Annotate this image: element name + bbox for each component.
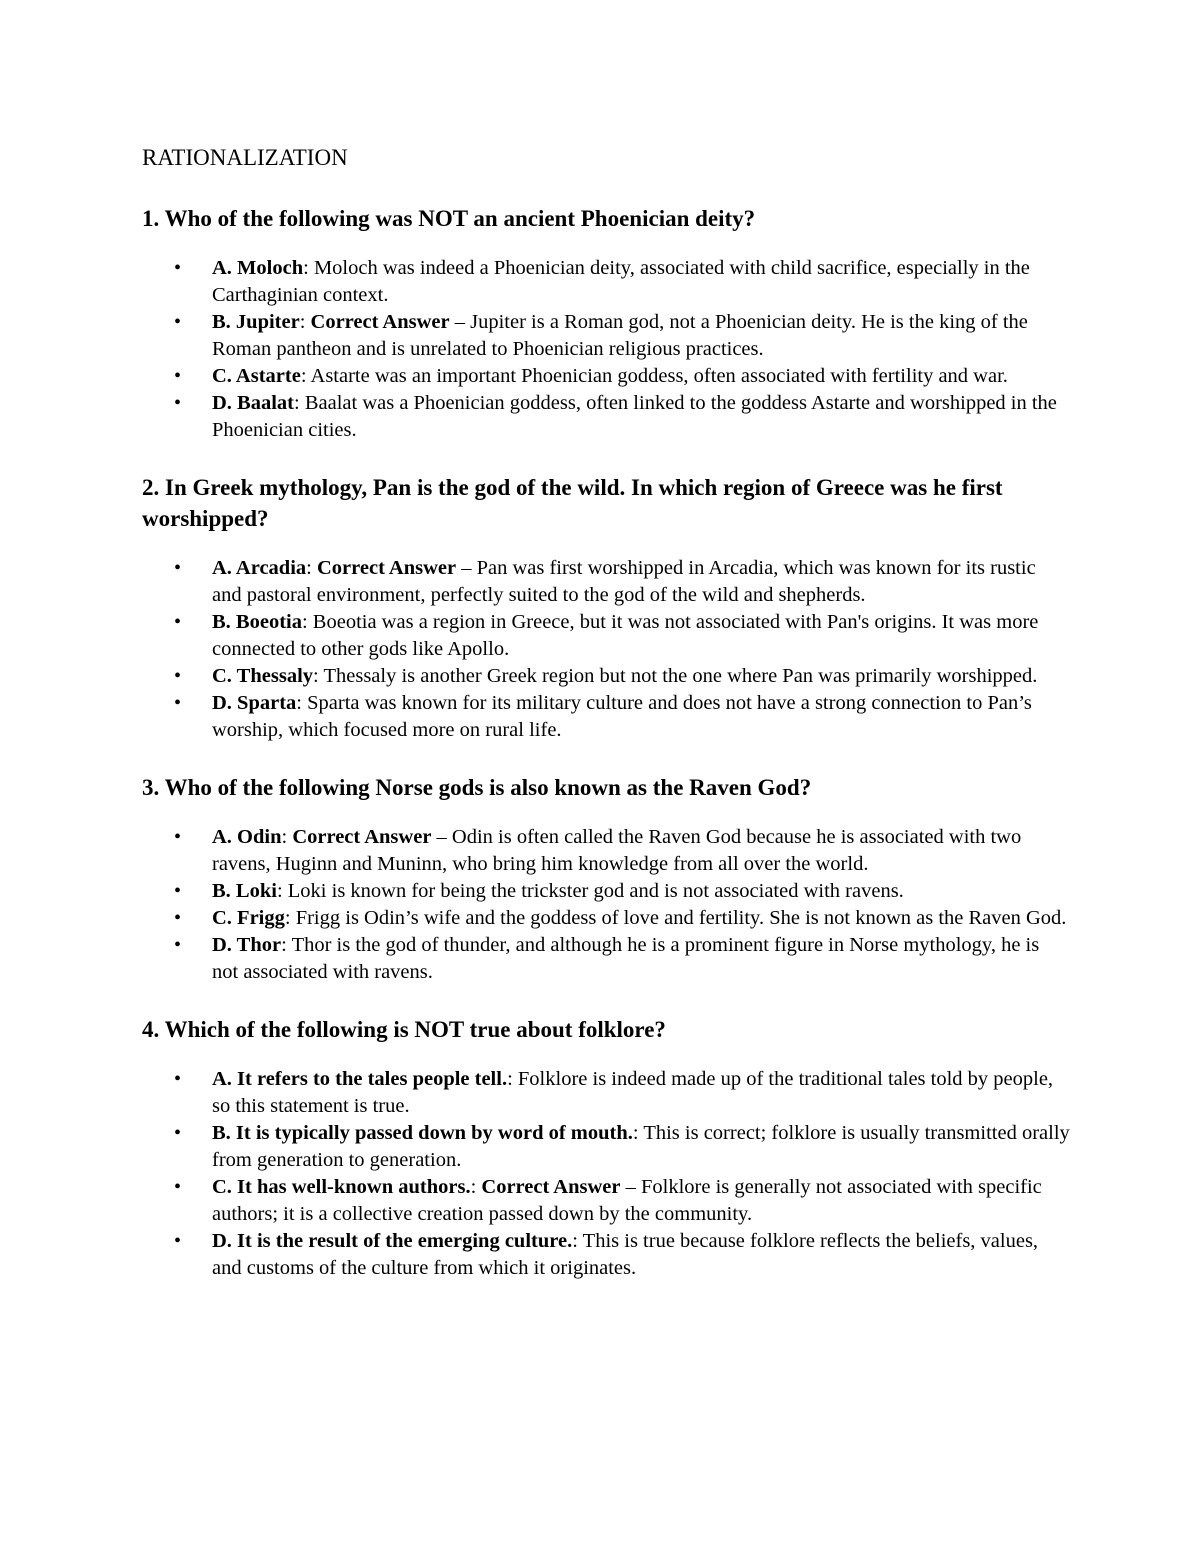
option-separator: : bbox=[470, 1176, 482, 1198]
option-explanation: Sparta was known for its military culture and does not have a strong connection to Pan’s worship, which focused more on rural life. bbox=[212, 692, 1032, 741]
correct-answer-tag: Correct Answer bbox=[292, 826, 432, 848]
option-explanation: Frigg is Odin’s wife and the goddess of love and fertility. She is not known as the Raven God. bbox=[295, 907, 1067, 929]
bullet-icon: • bbox=[174, 365, 182, 387]
option-label: B. Boeotia bbox=[212, 611, 302, 633]
option-explanation: Folklore is indeed made up of the traditional tales told by people, so this statement is true. bbox=[212, 1068, 1054, 1117]
bullet-icon: • bbox=[174, 692, 182, 714]
option-separator: : bbox=[301, 611, 313, 633]
option-d bbox=[174, 932, 1070, 986]
option-separator: : bbox=[303, 257, 314, 279]
bullet-icon: • bbox=[174, 880, 182, 902]
option-separator: : bbox=[313, 665, 324, 687]
options-list bbox=[142, 824, 1070, 986]
option-d bbox=[174, 1228, 1070, 1282]
options-list bbox=[142, 555, 1070, 744]
correct-answer-tag: Correct Answer bbox=[310, 311, 450, 333]
option-separator: : bbox=[281, 826, 293, 848]
option-label: D. Thor bbox=[212, 934, 282, 956]
option-explanation: Thor is the god of thunder, and although he is a prominent figure in Norse mythology, he is not associated with ravens. bbox=[212, 934, 1040, 983]
option-label: B. It is typically passed down by word of mouth. bbox=[212, 1122, 633, 1144]
option-separator: : bbox=[507, 1068, 518, 1090]
options-list bbox=[142, 1066, 1070, 1282]
option-c bbox=[174, 363, 1070, 390]
option-explanation: Boeotia was a region in Greece, but it was not associated with Pan's origins. It was more connected to other gods like Apollo. bbox=[212, 611, 1039, 660]
bullet-icon: • bbox=[174, 392, 182, 414]
bullet-icon: • bbox=[174, 934, 182, 956]
option-separator: : bbox=[296, 692, 308, 714]
option-separator: : bbox=[306, 557, 317, 579]
option-explanation: Folklore is generally not associated with specific authors; it is a collective creation passed down by the community. bbox=[212, 1176, 1042, 1225]
bullet-icon: • bbox=[174, 907, 182, 929]
option-a bbox=[174, 1066, 1070, 1120]
bullet-icon: • bbox=[174, 1068, 182, 1090]
bullet-icon: • bbox=[174, 826, 182, 848]
document-title: RATIONALIZATION bbox=[142, 145, 348, 170]
option-explanation: Pan was first worshipped in Arcadia, which was known for its rustic and pastoral environment, perfectly suited to the god of the wild and shepherds. bbox=[212, 557, 1036, 606]
option-dash: – bbox=[431, 826, 452, 848]
option-label: C. Thessaly bbox=[212, 665, 314, 687]
bullet-icon: • bbox=[174, 1230, 182, 1252]
question-title: 2. In Greek mythology, Pan is the god of the wild. In which region of Greece was he first worshipped? bbox=[142, 475, 1003, 531]
option-label: C. Frigg bbox=[212, 907, 285, 929]
option-label: B. Jupiter bbox=[212, 311, 300, 333]
option-explanation: Jupiter is a Roman god, not a Phoenician deity. He is the king of the Roman pantheon and is unrelated to Phoenician religious practices. bbox=[212, 311, 1028, 360]
option-label: D. Sparta bbox=[212, 692, 297, 714]
option-label: A. Arcadia bbox=[212, 557, 307, 579]
option-dash: – bbox=[620, 1176, 641, 1198]
option-explanation: Odin is often called the Raven God because he is associated with two ravens, Huginn and Muninn, who bring him knowledge from all over the world. bbox=[212, 826, 1022, 875]
bullet-icon: • bbox=[174, 557, 182, 579]
option-a bbox=[174, 255, 1070, 309]
option-d bbox=[174, 690, 1070, 744]
option-c bbox=[174, 905, 1070, 932]
option-d bbox=[174, 390, 1070, 444]
option-c bbox=[174, 1174, 1070, 1228]
option-label: B. Loki bbox=[212, 880, 277, 902]
option-separator: : bbox=[284, 907, 296, 929]
bullet-icon: • bbox=[174, 311, 182, 333]
option-explanation: Astarte was an important Phoenician goddess, often associated with fertility and war. bbox=[310, 365, 1008, 387]
option-c bbox=[174, 663, 1070, 690]
option-label: A. Moloch bbox=[212, 257, 304, 279]
option-label: D. It is the result of the emerging culture. bbox=[212, 1230, 573, 1252]
option-a bbox=[174, 555, 1070, 609]
question-1 bbox=[142, 203, 1070, 444]
option-separator: : bbox=[281, 934, 292, 956]
option-explanation: This is correct; folklore is usually transmitted orally from generation to generation. bbox=[212, 1122, 1070, 1171]
option-label: A. It refers to the tales people tell. bbox=[212, 1068, 508, 1090]
option-b bbox=[174, 1120, 1070, 1174]
bullet-icon: • bbox=[174, 1176, 182, 1198]
option-separator: : bbox=[276, 880, 288, 902]
option-explanation: Baalat was a Phoenician goddess, often linked to the goddess Astarte and worshipped in the Phoenician cities. bbox=[212, 392, 1057, 441]
option-separator: : bbox=[632, 1122, 644, 1144]
option-label: C. Astarte bbox=[212, 365, 301, 387]
option-explanation: Thessaly is another Greek region but not the one where Pan was primarily worshipped. bbox=[323, 665, 1038, 687]
option-b bbox=[174, 309, 1070, 363]
question-title: 1. Who of the following was NOT an ancient Phoenician deity? bbox=[142, 206, 756, 231]
option-separator: : bbox=[299, 311, 311, 333]
bullet-icon: • bbox=[174, 611, 182, 633]
correct-answer-tag: Correct Answer bbox=[316, 557, 457, 579]
option-label: D. Baalat bbox=[212, 392, 294, 414]
option-b bbox=[174, 878, 1070, 905]
option-a bbox=[174, 824, 1070, 878]
option-separator: : bbox=[294, 392, 305, 414]
question-title: 3. Who of the following Norse gods is also known as the Raven God? bbox=[142, 775, 812, 800]
options-list bbox=[142, 255, 1070, 444]
option-explanation: This is true because folklore reflects the beliefs, values, and customs of the culture from which it originates. bbox=[212, 1230, 1039, 1279]
correct-answer-tag: Correct Answer bbox=[481, 1176, 621, 1198]
question-4 bbox=[142, 1014, 1070, 1282]
option-dash: – bbox=[456, 557, 477, 579]
option-explanation: Loki is known for being the trickster god and is not associated with ravens. bbox=[287, 880, 904, 902]
option-explanation: Moloch was indeed a Phoenician deity, associated with child sacrifice, especially in the Carthaginian context. bbox=[212, 257, 1030, 306]
bullet-icon: • bbox=[174, 665, 182, 687]
option-label: C. It has well-known authors. bbox=[212, 1176, 471, 1198]
bullet-icon: • bbox=[174, 257, 182, 279]
option-label: A. Odin bbox=[212, 826, 282, 848]
bullet-icon: • bbox=[174, 1122, 182, 1144]
question-3 bbox=[142, 772, 1070, 986]
option-b bbox=[174, 609, 1070, 663]
option-separator: : bbox=[572, 1230, 583, 1252]
question-title: 4. Which of the following is NOT true about folklore? bbox=[142, 1017, 666, 1042]
option-separator: : bbox=[300, 365, 311, 387]
option-dash: – bbox=[449, 311, 471, 333]
question-2 bbox=[142, 472, 1070, 744]
